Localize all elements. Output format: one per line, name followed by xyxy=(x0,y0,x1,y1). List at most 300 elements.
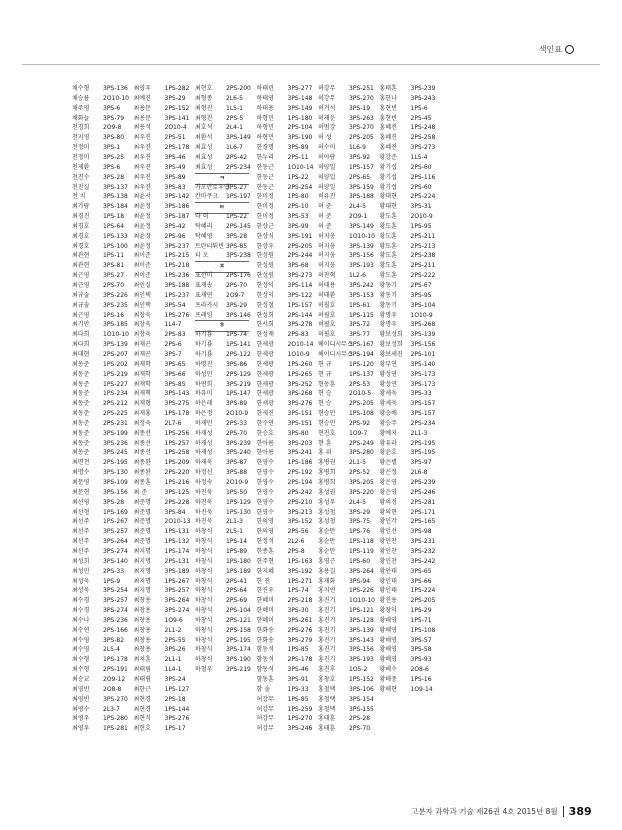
paper-code: 3PS-156 xyxy=(349,646,374,654)
paper-code: 2PS-8 xyxy=(287,547,305,555)
author-name: 하창식 xyxy=(195,577,213,585)
index-entry xyxy=(318,350,374,359)
paper-code: 3PS-29 xyxy=(164,94,186,102)
paper-code: 3PS-89 xyxy=(287,144,309,152)
author-name: 탁혜영 xyxy=(195,232,213,240)
author-name: 황도훈 xyxy=(379,272,397,280)
paper-code: 2PS-11 xyxy=(287,153,309,161)
index-entry xyxy=(380,173,436,182)
paper-code: 1PS-6 xyxy=(410,104,428,112)
paper-code: 3PS-109 xyxy=(103,479,128,486)
index-entry xyxy=(257,577,313,586)
author-name: 최이준 xyxy=(133,252,151,260)
index-entry xyxy=(380,380,436,389)
author-name: 최준명 xyxy=(133,508,151,516)
index-entry xyxy=(380,340,436,349)
paper-code: 3PS-99 xyxy=(287,222,309,230)
paper-code: 1PS-130 xyxy=(226,508,251,516)
author-name: 최환석 xyxy=(195,134,213,142)
index-entry xyxy=(257,488,313,497)
paper-code: 2PS-234 xyxy=(226,163,251,171)
index-entry xyxy=(134,143,190,152)
paper-code: 2PS-220 xyxy=(164,469,190,477)
index-entry xyxy=(318,665,367,674)
paper-code: 2PS-67 xyxy=(410,282,432,289)
author-name: 최동준 xyxy=(72,400,90,408)
paper-code: 3PS-68 xyxy=(287,262,309,270)
paper-code: 2PS-258 xyxy=(410,134,436,142)
paper-code: 1PS-152 xyxy=(349,676,374,683)
index-entry xyxy=(195,508,251,517)
author-name: 최규술 xyxy=(72,291,90,299)
paper-code: 2PS-178 xyxy=(164,144,190,152)
author-name: 홍혜진 xyxy=(379,134,397,142)
index-entry xyxy=(380,350,436,359)
paper-code: 2PS-276 xyxy=(287,626,313,634)
author-name: 하연희 xyxy=(195,380,213,388)
index-entry xyxy=(318,409,374,418)
paper-code: 3PS-235 xyxy=(103,301,128,309)
index-entry xyxy=(380,281,432,290)
author-name: 허지웅 xyxy=(318,242,336,250)
paper-code: 2PS-144 xyxy=(287,311,313,319)
paper-code: 1L4-7 xyxy=(164,321,182,329)
author-name: 황유라 xyxy=(379,439,397,447)
author-name: 최수연 xyxy=(72,626,90,634)
author-name: 최우진 xyxy=(133,144,151,152)
index-entry xyxy=(257,251,313,260)
paper-code: 1PS-29 xyxy=(410,607,432,615)
author-name: 최준명 xyxy=(133,528,151,536)
author-name: 최현식 xyxy=(133,715,151,723)
author-name: 황보성희 xyxy=(379,341,403,349)
index-entry xyxy=(134,104,190,113)
index-entry xyxy=(318,498,366,507)
paper-code: 1O10-10 xyxy=(349,597,375,605)
index-entry xyxy=(134,153,186,162)
author-name: 하진욱 xyxy=(195,508,213,516)
index-entry xyxy=(380,104,428,113)
author-name: 황해영 xyxy=(379,636,397,644)
paper-code: 3PS-194 xyxy=(349,350,374,358)
index-entry xyxy=(195,655,251,664)
author-name: 한화송 xyxy=(256,626,274,634)
paper-code: 1O10-10 xyxy=(103,331,129,339)
author-name: 하철우 xyxy=(195,666,213,674)
author-name: 최창용 xyxy=(133,636,151,644)
author-name: 최인택 xyxy=(133,301,151,309)
index-entry xyxy=(257,675,309,684)
paper-code: 2L6-8 xyxy=(410,469,428,477)
paper-code: 1PS-236 xyxy=(164,272,190,280)
author-name: 최창용 xyxy=(133,626,151,634)
author-name: 탁혜리 xyxy=(195,222,213,230)
author-name: 하재성 xyxy=(195,439,213,447)
index-entry xyxy=(380,508,436,517)
author-name: 최창용 xyxy=(133,646,151,654)
index-entry xyxy=(72,261,124,270)
paper-code: 2L7-6 xyxy=(164,419,182,427)
paper-code: 1PS-248 xyxy=(410,124,436,132)
index-entry xyxy=(380,222,432,231)
author-name: 최현경 xyxy=(133,695,151,703)
author-name: 황기섭 xyxy=(379,173,397,181)
paper-code: 3PS-89 xyxy=(164,173,186,181)
author-name: 최효성 xyxy=(195,163,213,171)
paper-code: 2PS-205 xyxy=(410,597,436,605)
index-entry xyxy=(72,419,128,428)
index-entry xyxy=(380,439,436,448)
paper-code: 3PS-190 xyxy=(287,134,313,142)
author-name: 최용석 xyxy=(133,124,151,132)
paper-code: 3PS-86 xyxy=(226,360,248,368)
author-name: 한성재 xyxy=(256,331,274,339)
index-entry xyxy=(72,320,128,329)
author-name: 최인택 xyxy=(133,291,151,299)
author-name: 최동준 xyxy=(72,390,90,398)
paper-code: 3PS-6 xyxy=(103,104,121,112)
index-entry xyxy=(134,724,186,733)
index-entry xyxy=(72,192,128,201)
index-entry xyxy=(134,409,190,418)
author-name: 홍혜진 xyxy=(379,124,397,132)
author-name: 함동석 xyxy=(256,666,274,674)
index-entry xyxy=(380,645,432,654)
paper-code: 2PS-166 xyxy=(103,626,128,634)
author-name: 최인실 xyxy=(133,282,151,289)
author-name: 홍성권 xyxy=(318,488,336,496)
author-name: 현동훈 xyxy=(318,380,336,388)
index-entry xyxy=(195,517,243,526)
author-name: 천진수 xyxy=(72,173,90,181)
author-name: 황기섭 xyxy=(379,163,397,171)
paper-code: 3PS-220 xyxy=(349,488,374,496)
author-name: 하태영 xyxy=(256,94,274,102)
paper-code: 2PS-178 xyxy=(287,656,313,664)
index-entry xyxy=(195,596,247,605)
paper-code: 2O10-14 xyxy=(287,341,314,349)
author-name: 최문영 xyxy=(72,479,90,486)
paper-code: 2O8-6 xyxy=(410,666,429,674)
index-entry xyxy=(380,596,436,605)
index-entry xyxy=(134,212,190,221)
paper-code: 2PS-254 xyxy=(287,183,313,191)
author-name: 한혜미 xyxy=(256,607,274,615)
author-name: 최동준 xyxy=(72,370,90,378)
paper-code: 3PS-136 xyxy=(103,85,128,92)
author-name: 황인태 xyxy=(379,567,397,575)
author-name: 한성익 xyxy=(256,291,274,299)
paper-code: 3PS-236 xyxy=(103,616,128,624)
author-name: 황성연 xyxy=(379,370,397,378)
index-entry xyxy=(318,380,370,389)
author-name: 최명수 xyxy=(72,469,90,477)
author-name: 한주현 xyxy=(256,557,274,565)
index-entry xyxy=(134,340,182,349)
index-entry xyxy=(380,163,432,172)
index-entry xyxy=(318,695,374,704)
author-name: 최장욱 xyxy=(133,311,151,319)
index-entry xyxy=(318,281,374,290)
index-entry xyxy=(257,320,313,329)
paper-code: 2PS-5 xyxy=(226,114,244,122)
paper-code: 3PS-82 xyxy=(103,636,125,644)
author-name: 한영수 xyxy=(256,508,274,516)
index-entry xyxy=(257,448,313,457)
paper-code: 3PS-243 xyxy=(410,94,436,102)
index-entry xyxy=(257,606,309,615)
index-column-2 xyxy=(134,84,196,752)
page-footer xyxy=(411,805,592,818)
author-name: 채승름 xyxy=(72,94,90,102)
index-column-7 xyxy=(441,84,503,752)
paper-code: 1PS-100 xyxy=(103,242,128,250)
index-entry xyxy=(318,705,374,714)
author-name: 최수나 xyxy=(72,616,90,624)
paper-code: 3PS-80 xyxy=(103,134,125,142)
index-entry xyxy=(257,458,313,467)
paper-code: 1PS-137 xyxy=(349,370,374,378)
paper-code: 1PS-147 xyxy=(226,390,251,398)
paper-code: 3PS-252 xyxy=(287,380,313,388)
author-name: 홍철택 xyxy=(318,685,336,693)
index-entry xyxy=(72,94,129,103)
index-entry xyxy=(72,606,128,615)
author-name: 최재학 xyxy=(133,380,151,388)
author-name: 최윤정 xyxy=(133,203,151,211)
paper-code: 3PS-28 xyxy=(226,232,248,240)
paper-code: 2O10-13 xyxy=(164,518,191,526)
paper-code: 2L1-1 xyxy=(164,656,182,664)
author-name: 최지명 xyxy=(133,587,151,595)
index-entry xyxy=(257,271,313,280)
author-name: 최근영 xyxy=(72,311,90,319)
author-name: 허필호 xyxy=(318,301,336,309)
paper-code: 3PS-254 xyxy=(103,587,128,595)
index-entry xyxy=(195,616,251,625)
author-name: 한화송 xyxy=(256,636,274,644)
index-entry xyxy=(318,192,374,201)
index-entry xyxy=(380,360,436,369)
paper-code: 2PS-70 xyxy=(226,429,248,437)
index-entry xyxy=(257,537,305,546)
author-name: 하재성 xyxy=(195,449,213,457)
paper-code: 1PS-141 xyxy=(226,341,251,349)
paper-code: 1PS-271 xyxy=(287,577,313,585)
index-entry xyxy=(257,685,309,694)
index-entry xyxy=(72,586,128,595)
author-name: 현 훈 xyxy=(318,439,332,447)
paper-code: 3PS-140 xyxy=(410,360,436,368)
author-name: 현 규 xyxy=(318,360,332,368)
index-entry xyxy=(318,212,367,221)
index-entry xyxy=(318,724,370,733)
author-name: 최효성 xyxy=(195,144,213,152)
paper-code: 2PS-207 xyxy=(103,350,128,358)
author-name: 한혜미 xyxy=(256,597,274,605)
paper-code: 2L4-5 xyxy=(349,498,366,506)
paper-code: 2L4-5 xyxy=(349,203,366,211)
index-entry xyxy=(257,183,313,192)
paper-code: 2PS-65 xyxy=(349,173,371,181)
paper-code: 1PS-174 xyxy=(164,547,190,555)
author-name: 허태환 xyxy=(318,291,336,299)
index-entry xyxy=(195,370,251,379)
paper-code: 1PS-16 xyxy=(103,311,125,319)
paper-code: 2PS-55 xyxy=(164,636,186,644)
index-entry xyxy=(72,311,124,320)
author-name: 최 준 xyxy=(133,488,147,496)
paper-code: 2PS-33 xyxy=(226,419,248,427)
paper-code: 3PS-232 xyxy=(410,547,436,555)
author-name: 황강준 xyxy=(379,153,397,161)
paper-code: 3PS-93 xyxy=(410,656,432,664)
paper-code: 1O10-14 xyxy=(287,163,314,171)
author-name: 한승호 xyxy=(256,429,274,437)
paper-code: 3PS-91 xyxy=(287,676,309,683)
paper-code: 1PS-50 xyxy=(226,488,248,496)
index-entry xyxy=(134,616,183,625)
index-entry xyxy=(318,301,370,310)
author-name: 홍진기 xyxy=(318,646,336,654)
author-name: 헤이디시무스 xyxy=(318,341,353,349)
index-entry xyxy=(134,714,190,723)
author-name: 황도훈 xyxy=(379,232,397,240)
index-entry xyxy=(257,350,310,359)
paper-code: 3PS-187 xyxy=(164,213,190,221)
index-entry xyxy=(318,94,374,103)
paper-code: 3PS-251 xyxy=(349,85,374,92)
author-name: 최지명 xyxy=(133,577,151,585)
index-entry xyxy=(195,439,251,448)
author-name: 최문현 xyxy=(72,488,90,496)
index-entry xyxy=(380,616,432,625)
index-entry xyxy=(318,508,370,517)
index-entry xyxy=(72,705,120,714)
paper-code: 1PS-178 xyxy=(164,410,190,418)
paper-code: 2PS-53 xyxy=(349,380,371,388)
index-section-heading: ㅌ xyxy=(195,202,249,214)
paper-code: 2PS-231 xyxy=(103,419,128,427)
paper-code: 3PS-191 xyxy=(287,232,313,240)
author-name: 최우진 xyxy=(133,183,151,191)
index-entry xyxy=(257,104,313,113)
index-entry xyxy=(134,547,190,556)
index-entry xyxy=(72,399,128,408)
author-name: 하성민 xyxy=(195,370,213,378)
author-name: 최이준 xyxy=(133,262,151,270)
index-entry xyxy=(380,183,432,192)
index-entry xyxy=(318,429,367,438)
index-entry xyxy=(318,84,374,93)
paper-code: 2PS-211 xyxy=(410,232,436,240)
circle-bullet-icon xyxy=(565,45,574,54)
index-entry xyxy=(318,183,374,192)
author-name: 하창식 xyxy=(195,607,213,615)
index-entry xyxy=(72,567,124,576)
author-name: 황성연 xyxy=(379,380,397,388)
paper-code: 3PS-261 xyxy=(287,616,313,624)
paper-code: 3PS-49 xyxy=(164,163,186,171)
paper-code: 3PS-246 xyxy=(287,725,313,733)
paper-code: 2PS-60 xyxy=(410,163,432,171)
author-name: 홍창호 xyxy=(318,676,336,683)
paper-code: 2O10-9 xyxy=(410,213,433,221)
author-name: 황진용 xyxy=(379,597,397,605)
author-name: 티 오 xyxy=(195,252,209,260)
author-name: 최동준 xyxy=(72,419,90,427)
index-entry xyxy=(380,251,436,260)
author-name: 천 치 xyxy=(72,193,86,201)
paper-code: 3PS-273 xyxy=(410,144,436,152)
author-name: 한세광 xyxy=(256,341,274,349)
paper-code: 1PS-80 xyxy=(287,193,309,201)
index-entry xyxy=(380,586,436,595)
index-entry xyxy=(134,222,186,231)
author-index-table xyxy=(72,84,564,752)
index-entry xyxy=(318,271,366,280)
author-name: 황의정 xyxy=(379,498,397,506)
paper-code: 1PS-180 xyxy=(226,557,251,565)
index-entry xyxy=(257,311,313,320)
author-name: 한세진 xyxy=(256,410,274,418)
author-name: 황보성희 xyxy=(379,331,403,339)
author-name: 홍진기 xyxy=(318,616,336,624)
index-entry xyxy=(134,577,190,586)
author-name: 칸마쿠크 xyxy=(195,193,219,201)
author-name: 표재송 xyxy=(195,282,213,289)
paper-code: 3PS-192 xyxy=(287,567,313,575)
index-entry xyxy=(318,439,374,448)
author-name: 허필호 xyxy=(318,331,336,339)
author-name: 최이준 xyxy=(133,272,151,280)
author-name: 황예지 xyxy=(379,429,397,437)
author-name: 허 준 xyxy=(318,203,332,211)
author-name: 하정선 xyxy=(195,469,213,477)
author-name: 최우진 xyxy=(133,163,151,171)
index-entry xyxy=(380,606,432,615)
author-name: 황승배 xyxy=(379,410,397,418)
author-name: 한의영 xyxy=(256,528,274,536)
index-entry xyxy=(134,271,190,280)
index-entry xyxy=(257,527,309,536)
author-name: 허필호 xyxy=(318,311,336,319)
author-name: 최성희 xyxy=(72,557,90,565)
author-name: 한세광 xyxy=(256,350,274,358)
paper-code: 2PS-18 xyxy=(164,695,186,703)
index-entry xyxy=(318,242,374,251)
index-entry xyxy=(318,478,374,487)
index-entry xyxy=(72,626,128,635)
index-entry xyxy=(72,695,128,704)
author-name: 한영수 xyxy=(256,488,274,496)
index-entry xyxy=(195,547,247,556)
index-entry xyxy=(72,714,128,723)
author-name: 천정미 xyxy=(72,144,90,152)
index-entry xyxy=(380,370,436,379)
author-name: 황도훈 xyxy=(379,252,397,260)
author-name: 한미정 xyxy=(256,213,274,221)
paper-code: 1PS-202 xyxy=(103,360,128,368)
index-entry xyxy=(134,685,190,694)
index-entry xyxy=(380,399,436,408)
index-entry xyxy=(134,468,190,477)
index-entry xyxy=(257,616,313,625)
paper-code: 1O5-2 xyxy=(349,666,368,674)
index-entry xyxy=(134,695,186,704)
author-name: 최성욱 xyxy=(72,577,90,585)
paper-code: 2PS-51 xyxy=(164,134,186,142)
